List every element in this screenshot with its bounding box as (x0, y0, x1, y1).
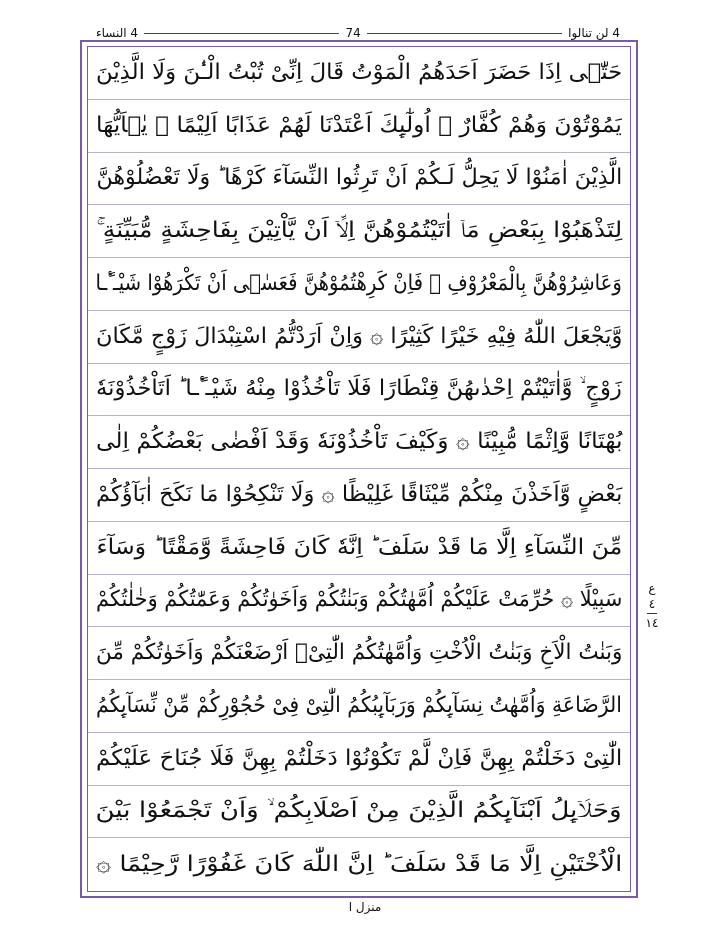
text-line-6: وَّيَجْعَلَ اللّٰهُ فِيْهِ خَيْرًا كَثِيْرًا ۞ وَاِنْ اَرَدْتُّمُ اسْتِبْدَالَ زَوْجٍ مَّكَانَ (88, 311, 630, 364)
text-line-16: الْاُخْتَيْنِ اِلَّا مَا قَدْ سَلَفَ ؕ اِنَّ اللّٰهَ كَانَ غَفُوْرًا رَّحِيْمًا ۞ (95, 851, 623, 877)
text-line-2: يَمُوْتُوْنَ وَهُمْ كُفَّارٌ ۗ اُولٰٓٮِٕكَ اَعْتَدْنَا لَهُمْ عَذَابًا اَلِيْمًا ۞ يٰۤاَيُّهَا (88, 100, 630, 153)
text-line-12: وَبَنٰتُ الْاَخِ وَبَنٰتُ الْاُخْتِ وَاُمَّهٰتُكُمُ الّٰتِىْۤ اَرْضَعْنَكُمْ وَاَخَوٰتُكُمْ مِّنَ (88, 627, 630, 680)
text-line-10: مِّنَ النِّسَآءِ اِلَّا مَا قَدْ سَلَفَ ؕ اِنَّهٗ كَانَ فَاحِشَةً وَّمَقْتًا ؕ وَسَآءَ (88, 522, 630, 575)
manzil-footer: منزل ا (348, 900, 382, 914)
header-divider-right (367, 33, 562, 34)
ruku-mark-middle: ٤ (648, 596, 656, 611)
text-line-1: حَتّٰۤى اِذَا حَضَرَ اَحَدَهُمُ الْمَوْتُ قَالَ اِنِّىْ تُبْتُ الْـٰٔنَ وَلَا الَّذِيْنَ (88, 47, 630, 100)
juz-label: 4 لن تنالوا (568, 26, 620, 40)
text-line-15: وَحَلَاۤٮِٕلُ اَبْنَآٮِٕكُمُ الَّذِيْنَ مِنْ اَصْلَابِكُمْ ۙ وَاَنْ تَجْمَعُوْا بَيْنَ (88, 786, 630, 839)
ruku-margin-mark (640, 570, 664, 640)
quran-text-block (88, 47, 630, 891)
text-line-7: زَوْجٍ ۙ وَّاٰتَيْتُمْ اِحْدٰٮهُنَّ قِنْطَارًا فَلَا تَاْخُذُوْا مِنْهُ شَيْـٴًـا ؕ اَتَاْخُذُوْنَهٗ (88, 364, 630, 417)
text-line-9: بَعْضٍ وَّاَخَذْنَ مِنْكُمْ مِّيْثَاقًا غَلِيْظًا ۞ وَلَا تَنْكِحُوْا مَا نَكَحَ اٰبَآؤُكُمْ (88, 469, 630, 522)
ruku-mark-divider (647, 613, 657, 614)
text-line-5: وَعَاشِرُوْهُنَّ بِالْمَعْرُوْفِ ۚ فَاِنْ كَرِهْتُمُوْهُنَّ فَعَسٰۤى اَنْ تَكْرَهُوْا شَيْـٴًـا (88, 258, 630, 311)
text-line-4: لِتَذْهَبُوْا بِبَعْضِ مَاۤ اٰتَيْتُمُوْهُنَّ اِلَّاۤ اَنْ يَّاْتِيْنَ بِفَاحِشَةٍ مُّبَيِّنَةٍ ۚ (88, 205, 630, 258)
page-number: 74 (345, 26, 361, 40)
text-line-11: سَبِيْلًا ۞ حُرِّمَتْ عَلَيْكُمْ اُمَّهٰتُكُمْ وَبَنٰتُكُمْ وَاَخَوٰتُكُمْ وَعَمّٰتُكُمْ وَخٰلٰتُكُمْ (88, 575, 630, 628)
ruku-mark-bottom: ١٤ (645, 615, 659, 630)
text-line-8: بُهْتَانًا وَّاِثْمًا مُّبِيْنًا ۞ وَكَيْفَ تَاْخُذُوْنَهٗ وَقَدْ اَفْضٰى بَعْضُكُمْ اِلٰى (88, 416, 630, 469)
text-line-13: الرَّضَاعَةِ وَاُمَّهٰتُ نِسَآٮِٕكُمْ وَرَبَآٮِٕبُكُمُ الّٰتِىْ فِىْ حُجُوْرِكُمْ مِّنْ نِّسَآٮِٕكُمُ (88, 680, 630, 733)
ruku-mark-top: ع (648, 580, 656, 595)
text-line-14: الّٰتِىْ دَخَلْتُمْ بِهِنَّ فَاِنْ لَّمْ تَكُوْنُوْا دَخَلْتُمْ بِهِنَّ فَلَا جُنَاحَ عَلَيْكُمْ (88, 733, 630, 786)
text-line-3: الَّذِيْنَ اٰمَنُوْا لَا يَحِلُّ لَـكُمْ اَنْ تَرِثُوا النِّسَآءَ كَرْهًا ؕ وَلَا تَعْضُلُوْهُنَّ (88, 153, 630, 206)
header-divider-left (144, 33, 339, 34)
surah-label: 4 النساء (95, 26, 139, 40)
